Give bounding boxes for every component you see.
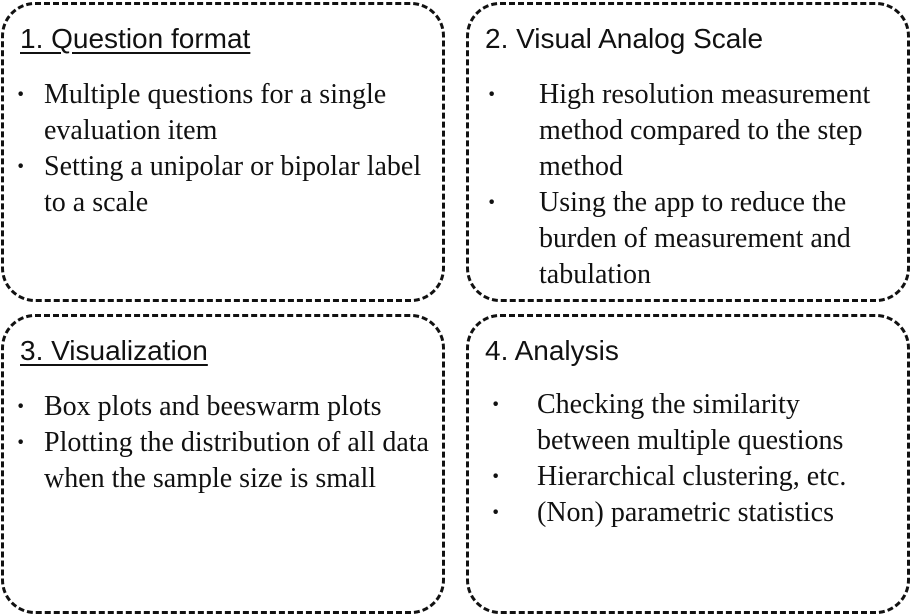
panel-title: 4. Analysis	[485, 335, 619, 366]
list-item	[481, 495, 899, 531]
panel-question-format	[1, 2, 445, 302]
list-item	[481, 77, 899, 185]
bullet-icon: ·	[487, 79, 497, 110]
panel-visual-analog-scale	[466, 2, 910, 302]
list-item-text: Checking the similarity between multiple questions	[537, 389, 844, 456]
list-item	[481, 387, 899, 459]
bullet-icon: ·	[16, 151, 26, 182]
list-item-text: High resolution measurement method compared to the step method	[539, 79, 871, 182]
list-item-text: Setting a unipolar or bipolar label to a scale	[44, 151, 422, 218]
list-item-text: Multiple questions for a single evaluation item	[44, 79, 387, 146]
bullet-icon: ·	[491, 389, 501, 420]
panel-analysis	[466, 314, 910, 614]
bullet-icon: ·	[16, 79, 26, 110]
bullet-icon: ·	[16, 391, 26, 422]
panel-title: 2. Visual Analog Scale	[485, 23, 764, 54]
bullet-icon: ·	[16, 427, 26, 458]
list-item	[16, 425, 434, 497]
list-item-text: Using the app to reduce the burden of measurement and tabulation	[539, 187, 851, 290]
list-item	[16, 389, 434, 425]
bullet-list	[16, 77, 434, 221]
list-item-text: Box plots and beeswarm plots	[44, 391, 382, 422]
list-item	[481, 459, 899, 495]
panel-title: 1. Question format	[20, 23, 251, 54]
bullet-icon: ·	[491, 497, 501, 528]
bullet-list	[481, 77, 899, 293]
bullet-list	[16, 389, 434, 497]
list-item-text: (Non) parametric statistics	[537, 497, 835, 528]
list-item	[481, 185, 899, 293]
bullet-icon: ·	[487, 187, 497, 218]
list-item	[16, 149, 434, 221]
bullet-list	[481, 387, 899, 531]
list-item-text: Hierarchical clustering, etc.	[537, 461, 847, 492]
list-item-text: Plotting the distribution of all data when the sample size is small	[44, 427, 429, 494]
bullet-icon: ·	[491, 461, 501, 492]
panel-title: 3. Visualization	[20, 335, 208, 366]
list-item	[16, 77, 434, 149]
panel-visualization	[1, 314, 445, 614]
